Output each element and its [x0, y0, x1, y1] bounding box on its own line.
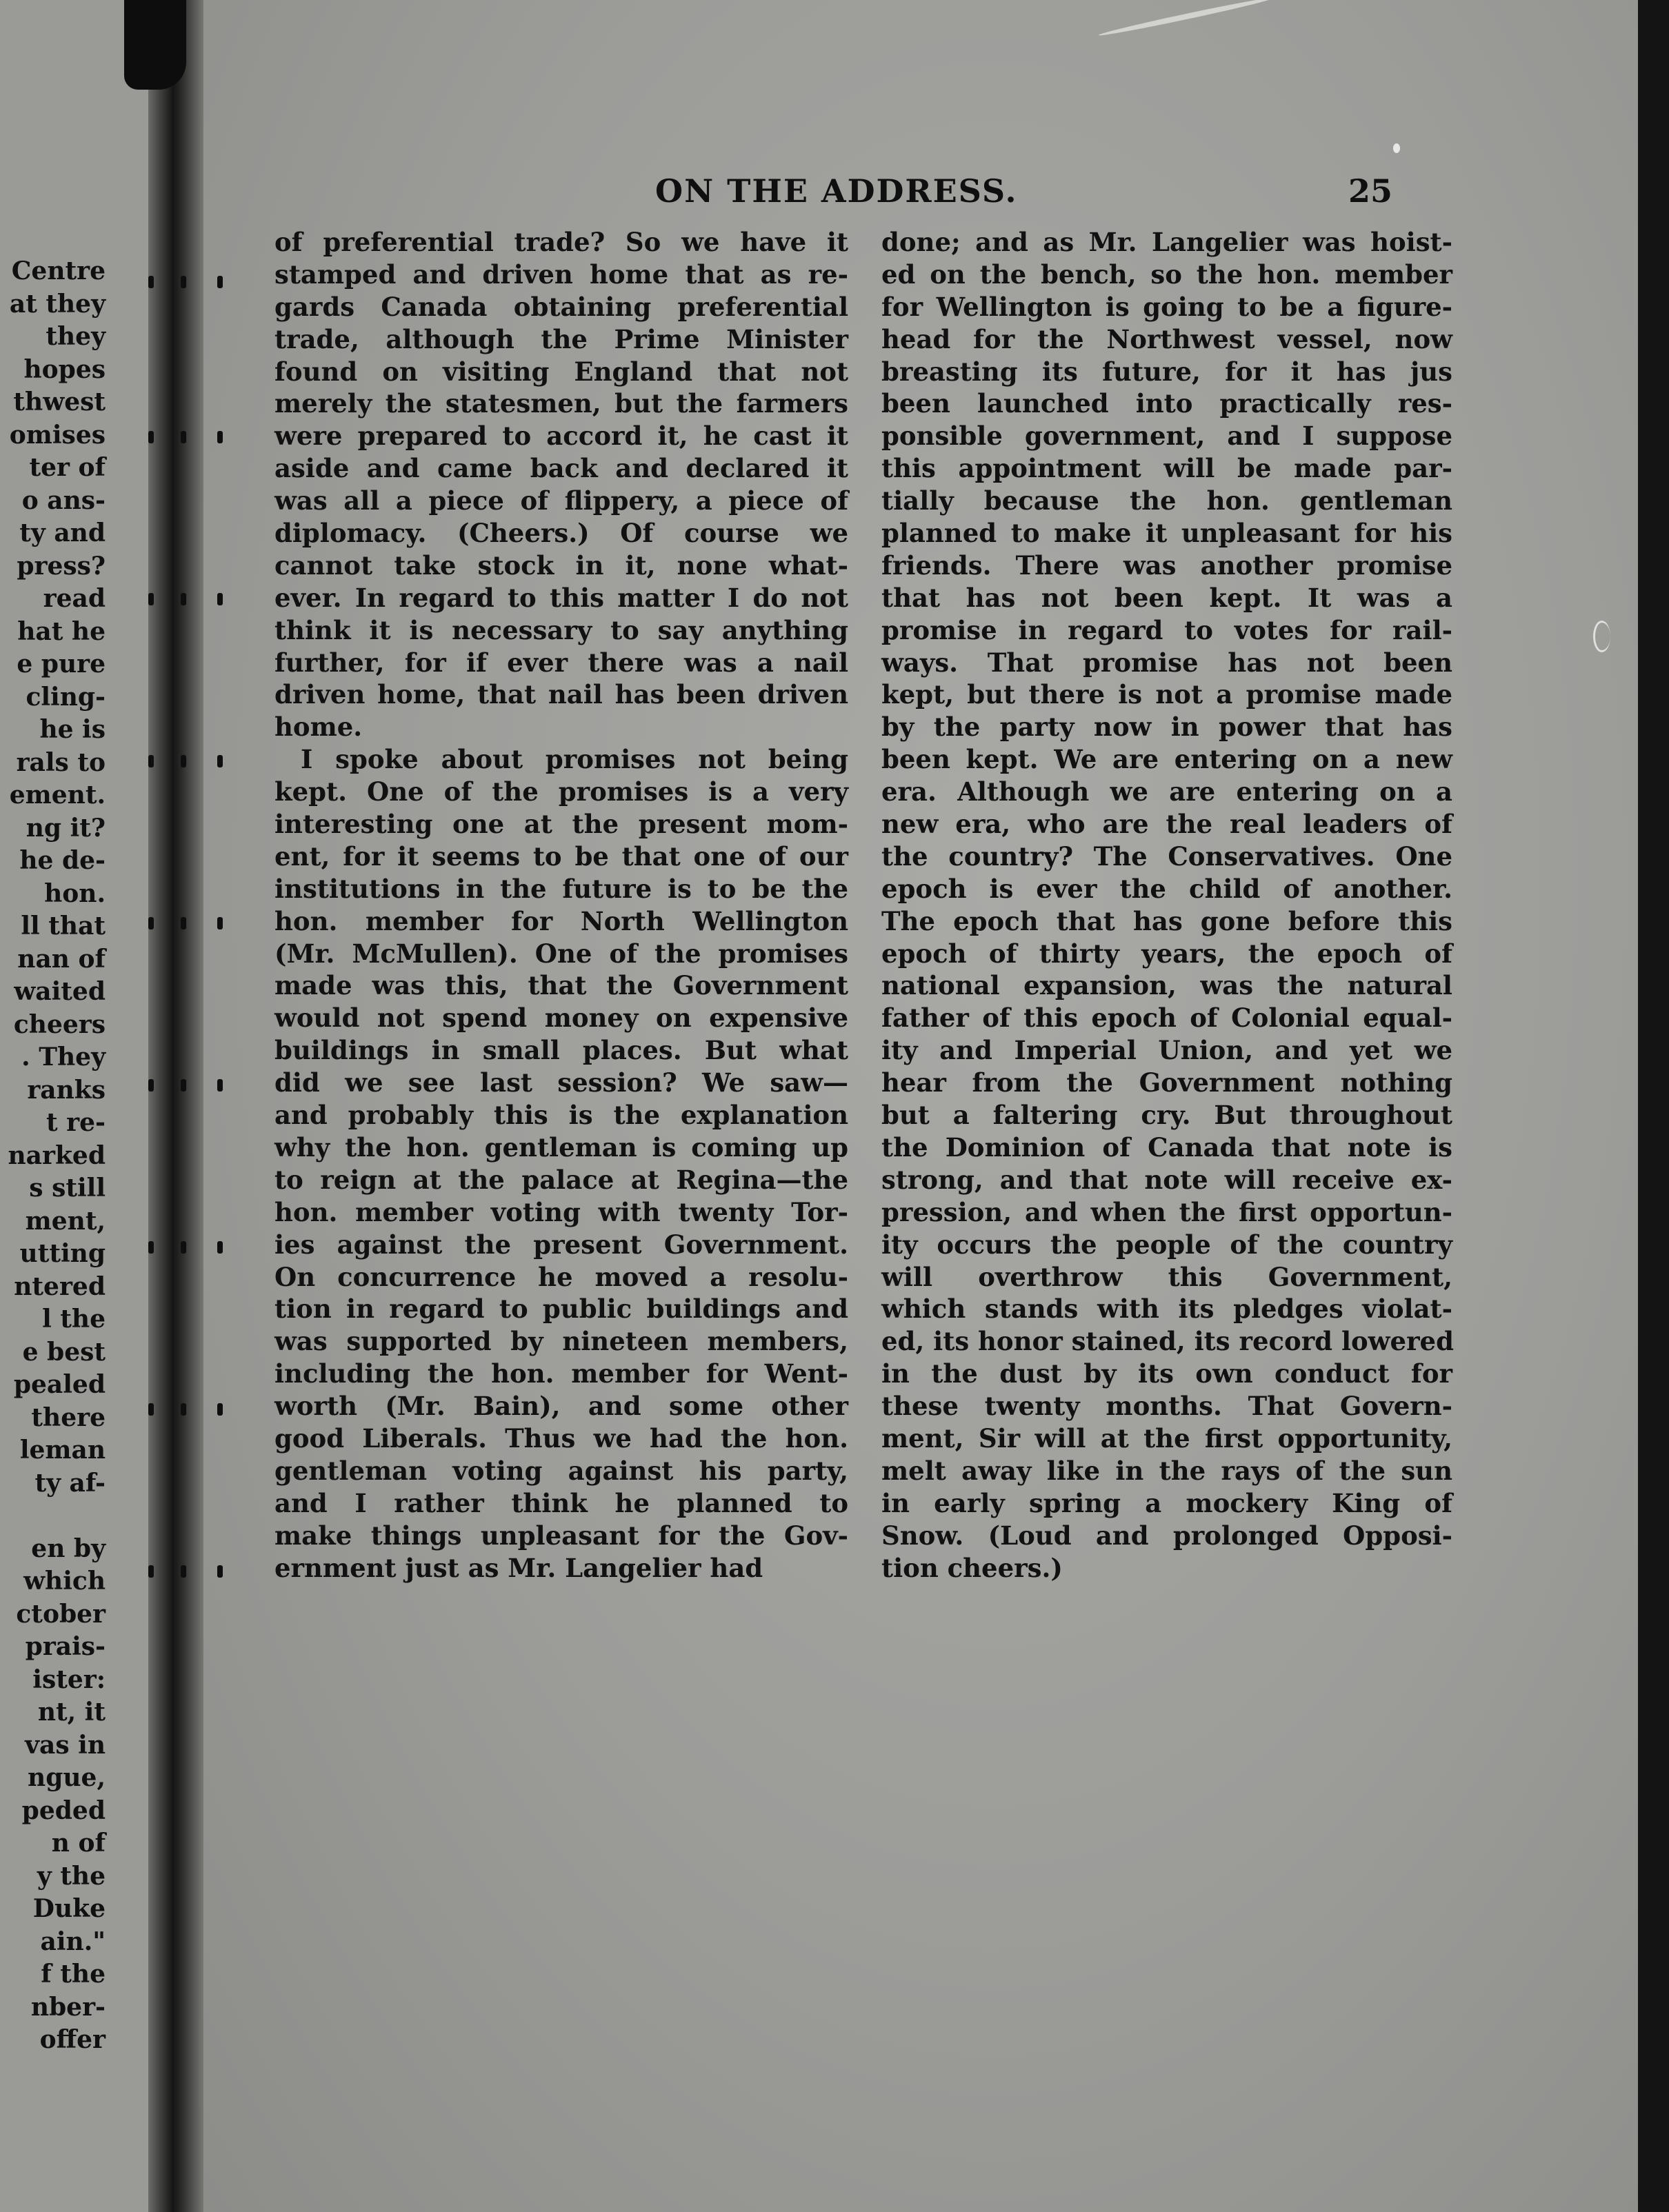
facing-page-line: ment,	[25, 1206, 106, 1236]
facing-page-line: vas in	[25, 1730, 106, 1760]
facing-page-line: . They	[21, 1043, 106, 1072]
facing-page-line: nber-	[30, 1992, 106, 2022]
left-text-column	[274, 226, 848, 1584]
facing-page-line: prais-	[25, 1632, 106, 1661]
stitch-mark	[181, 755, 186, 767]
text-line: national expansion, was the natural	[881, 970, 1452, 1001]
facing-page-line: cheers	[13, 1009, 106, 1039]
stitch-mark	[148, 1079, 154, 1092]
scan-edge	[1638, 0, 1669, 2212]
stitch-mark	[217, 1241, 223, 1254]
text-line: strong, and that note will receive ex-	[881, 1164, 1452, 1195]
stitch-mark	[217, 1403, 223, 1416]
text-line: breasting its future, for it has jus	[881, 356, 1452, 387]
facing-page-line: hopes	[23, 354, 106, 384]
facing-page-line: o ans-	[21, 485, 106, 515]
text-line: hon. member for North Wellington	[274, 905, 848, 936]
text-line: and I rather think he planned to	[274, 1487, 848, 1518]
facing-page-line: t re-	[46, 1108, 106, 1137]
facing-page-line: y the	[37, 1861, 106, 1891]
text-line: in the dust by its own conduct for	[881, 1358, 1452, 1389]
text-line: father of this epoch of Colonial equal-	[881, 1003, 1452, 1034]
facing-page-line: he is	[39, 715, 106, 744]
text-line: ernment just as Mr. Langelier had	[274, 1552, 763, 1583]
facing-page-line: press?	[17, 551, 106, 581]
facing-page-line: which	[23, 1567, 106, 1596]
facing-page-line: s still	[29, 1174, 106, 1203]
stitch-mark	[181, 1403, 186, 1416]
facing-page-line: Duke	[32, 1894, 106, 1923]
facing-page-line: ter of	[29, 453, 106, 482]
right-text-column	[881, 226, 1452, 1584]
text-line: ed on the bench, so the hon. member	[881, 259, 1452, 290]
text-line: that has not been kept. It was a	[881, 582, 1452, 613]
facing-page-line: ll that	[21, 912, 106, 941]
stitch-mark	[181, 1241, 186, 1254]
text-line: interesting one at the present mom-	[274, 809, 848, 840]
text-line: kept, but there is not a promise made	[881, 679, 1452, 710]
facing-page-line: narked	[8, 1140, 106, 1170]
text-line: the Dominion of Canada that note is	[881, 1132, 1452, 1163]
text-line: in early spring a mockery King of	[881, 1487, 1452, 1518]
facing-page-line: ntered	[14, 1271, 106, 1301]
stitch-mark	[181, 593, 186, 605]
facing-page-line: they	[46, 322, 106, 351]
text-line: the country? The Conservatives. One	[881, 841, 1452, 872]
text-line: ways. That promise has not been	[881, 647, 1452, 678]
facing-page-line: rals to	[16, 747, 106, 777]
facing-page-line: thwest	[13, 388, 106, 416]
facing-page-line: ng it?	[26, 813, 106, 843]
facing-page-line: Centre	[11, 257, 106, 285]
text-line: will overthrow this Government,	[881, 1261, 1452, 1292]
text-line: friends. There was another promise	[881, 550, 1452, 581]
facing-page-line: ranks	[27, 1075, 106, 1105]
text-line: done; and as Mr. Langelier was hoist-	[881, 227, 1452, 257]
text-line: promise in regard to votes for rail-	[881, 614, 1452, 645]
stitch-mark	[181, 431, 186, 443]
text-line: era. Although we are entering on a	[881, 776, 1452, 807]
binding-shadow	[124, 0, 186, 90]
facing-page-line: ister:	[32, 1665, 106, 1694]
facing-page-line: peded	[21, 1796, 106, 1825]
text-line: and probably this is the explanation	[274, 1100, 848, 1131]
text-line: gards Canada obtaining preferential	[274, 291, 848, 322]
text-line: epoch is ever the child of another.	[881, 873, 1452, 904]
stitch-mark	[148, 276, 154, 288]
text-line: institutions in the future is to be the	[274, 873, 848, 904]
text-line: which stands with its pledges violat-	[881, 1294, 1452, 1325]
stitch-mark	[181, 276, 186, 288]
facing-page-line: utting	[19, 1239, 106, 1268]
facing-page-line: en by	[31, 1534, 106, 1563]
stitch-mark	[181, 1079, 186, 1092]
facing-page-line: nt, it	[37, 1698, 106, 1727]
text-line: ity occurs the people of the country	[881, 1229, 1452, 1260]
text-line: by the party now in power that has	[881, 712, 1452, 743]
text-line: good Liberals. Thus we had the hon.	[274, 1422, 848, 1454]
stitch-mark	[148, 1403, 154, 1416]
text-line: melt away like in the rays of the sun	[881, 1455, 1452, 1486]
running-head: ON THE ADDRESS.	[655, 172, 1018, 210]
page-number: 25	[1348, 172, 1393, 210]
stitch-mark	[148, 593, 154, 605]
stitch-mark	[148, 431, 154, 443]
text-line: was supported by nineteen members,	[274, 1326, 848, 1357]
stitch-mark	[148, 755, 154, 767]
stitch-mark	[217, 431, 223, 443]
text-line: for Wellington is going to be a figure-	[881, 291, 1452, 322]
text-line: tion cheers.)	[881, 1552, 1063, 1583]
text-line: Snow. (Loud and prolonged Opposi-	[881, 1520, 1452, 1551]
facing-page-line: hat he	[17, 616, 106, 646]
facing-page-line: leman	[19, 1436, 106, 1465]
facing-page-text	[8, 255, 106, 2057]
facing-page-line: ngue,	[28, 1763, 106, 1792]
text-line: to reign at the palace at Regina—the	[274, 1164, 848, 1195]
text-line: were prepared to accord it, he cast it	[274, 421, 848, 452]
text-line: tion in regard to public buildings and	[274, 1294, 848, 1325]
facing-page-line: n of	[51, 1829, 106, 1858]
facing-page-line: nan of	[17, 944, 106, 974]
text-line: make things unpleasant for the Gov-	[274, 1520, 848, 1551]
text-line: ponsible government, and I suppose	[881, 421, 1452, 452]
facing-page-line: at they	[9, 289, 106, 319]
stitch-mark	[148, 917, 154, 929]
text-line: ity and Imperial Union, and yet we	[881, 1035, 1452, 1066]
facing-page-line: cling-	[26, 682, 106, 712]
text-line: new era, who are the real leaders of	[881, 809, 1452, 840]
facing-page-line: hon.	[44, 878, 106, 908]
facing-page-line: read	[43, 584, 106, 613]
facing-page-line: ain."	[40, 1927, 106, 1956]
facing-page-line: he de-	[19, 846, 106, 875]
facing-page-line: e pure	[17, 650, 106, 678]
text-line: head for the Northwest vessel, now	[881, 323, 1452, 354]
text-line: merely the statesmen, but the farmers	[274, 388, 848, 419]
text-line: On concurrence he moved a resolu-	[274, 1261, 848, 1292]
text-line: ever. In regard to this matter I do not	[274, 582, 848, 613]
text-line: was all a piece of flippery, a piece of	[274, 485, 848, 516]
stitch-mark	[148, 1565, 154, 1578]
text-line: made was this, that the Government	[274, 970, 848, 1001]
text-line: been launched into practically res-	[881, 388, 1452, 419]
text-line: diplomacy. (Cheers.) Of course we	[274, 518, 848, 549]
text-line: (Mr. McMullen). One of the promises	[274, 938, 848, 969]
text-line: been kept. We are entering on a new	[881, 744, 1452, 775]
facing-page-line: ty and	[19, 519, 106, 547]
text-line: found on visiting England that not	[274, 356, 848, 387]
text-line: ment, Sir will at the first opportunity,	[881, 1422, 1452, 1454]
text-line: ies against the present Government.	[274, 1229, 848, 1260]
stitch-mark	[148, 1241, 154, 1254]
text-line: further, for if ever there was a nail	[274, 647, 848, 678]
facing-page-line: ctober	[16, 1599, 106, 1629]
stitch-mark	[217, 276, 223, 288]
text-line: of preferential trade? So we have it	[274, 227, 848, 257]
facing-page-line: ement.	[9, 781, 106, 810]
page-header	[0, 172, 1669, 221]
facing-page-line: l the	[42, 1305, 106, 1334]
facing-page-line: omises	[9, 420, 106, 450]
text-line: trade, although the Prime Minister	[274, 323, 848, 354]
text-line: ed, its honor stained, its record lowered	[881, 1326, 1454, 1357]
text-line: driven home, that nail has been driven	[274, 679, 848, 710]
facing-page-fragment	[0, 0, 148, 2212]
stitch-mark	[217, 1565, 223, 1578]
text-line: gentleman voting against his party,	[274, 1455, 848, 1486]
stitch-mark	[217, 755, 223, 767]
text-line: including the hon. member for Went-	[274, 1358, 848, 1389]
stitch-mark	[217, 1079, 223, 1092]
text-line: home.	[274, 712, 363, 743]
text-line: hear from the Government nothing	[881, 1067, 1452, 1098]
facing-page-line: ty af-	[34, 1468, 106, 1498]
text-line: did we see last session? We saw—	[274, 1067, 848, 1098]
facing-page-line: e best	[22, 1337, 106, 1367]
text-line: this appointment will be made par-	[881, 453, 1452, 484]
text-line: pression, and when the first opportun-	[881, 1196, 1452, 1227]
text-line: would not spend money on expensive	[274, 1003, 848, 1034]
stitch-mark	[217, 593, 223, 605]
paper-flaw	[1593, 621, 1610, 652]
stitch-mark	[181, 917, 186, 929]
text-line: cannot take stock in it, none what-	[274, 550, 848, 581]
text-line: hon. member voting with twenty Tor-	[274, 1196, 848, 1227]
facing-page-line: there	[31, 1402, 106, 1432]
text-line: why the hon. gentleman is coming up	[274, 1132, 848, 1163]
facing-page-line: pealed	[13, 1370, 106, 1399]
text-line: tially because the hon. gentleman	[881, 485, 1452, 516]
text-line: epoch of thirty years, the epoch of	[881, 938, 1452, 969]
facing-page-line: waited	[14, 977, 106, 1006]
binding-gutter	[148, 0, 203, 2212]
paper-flaw	[1393, 143, 1400, 153]
facing-page-line: f the	[41, 1960, 106, 1989]
stitch-mark	[217, 917, 223, 929]
text-line: kept. One of the promises is a very	[274, 776, 848, 807]
text-line: ent, for it seems to be that one of our	[274, 841, 848, 872]
text-line: I spoke about promises not being	[301, 744, 848, 775]
text-line: aside and came back and declared it	[274, 453, 848, 484]
text-line: buildings in small places. But what	[274, 1035, 848, 1066]
text-line: The epoch that has gone before this	[881, 905, 1452, 936]
facing-page-line: offer	[39, 2025, 106, 2054]
text-line: worth (Mr. Bain), and some other	[274, 1391, 848, 1422]
facing-page-line	[8, 1500, 106, 1533]
text-line: planned to make it unpleasant for his	[881, 518, 1452, 549]
text-line: but a faltering cry. But throughout	[881, 1100, 1452, 1131]
text-line: these twenty months. That Govern-	[881, 1391, 1452, 1422]
stitch-mark	[181, 1565, 186, 1578]
text-line: think it is necessary to say anything	[274, 614, 848, 645]
text-line: stamped and driven home that as re-	[274, 259, 848, 290]
